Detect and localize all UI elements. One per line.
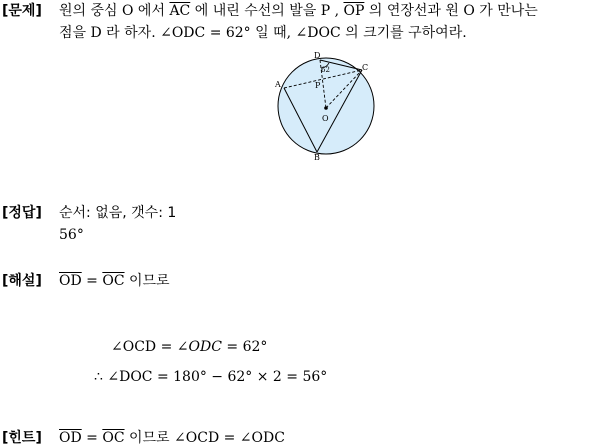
problem-line-1 xyxy=(59,0,538,20)
solution-tag: [해설] xyxy=(2,273,42,289)
answer-tag: [정답] xyxy=(2,205,42,221)
segment-od: $\overline{OD}$ xyxy=(59,273,82,289)
answer-value: 56° xyxy=(59,227,84,243)
solution-eq-sign: = xyxy=(81,273,103,289)
equation-1-mid: ODC xyxy=(188,339,222,355)
label-b: B xyxy=(314,153,320,162)
hint-line xyxy=(59,427,285,447)
hint-segment-od: $\overline{OD}$ xyxy=(59,430,82,446)
circle-figure xyxy=(270,48,380,163)
solution-equation-1 xyxy=(111,339,267,355)
segment-oc: $\overline{OC}$ xyxy=(102,273,125,289)
solution-equation-2: ∴ ∠DOC = 180° − 62° × 2 = 56° xyxy=(94,369,328,385)
equation-1-left: ∠OCD = ∠ xyxy=(111,339,189,355)
answer-meta: 순서: 없음, 갯수: 1 xyxy=(59,205,177,221)
hint-eq-sign: = xyxy=(81,430,103,446)
solution-line xyxy=(59,270,170,290)
problem-text-3: 의 연장선과 원 O 가 만나는 xyxy=(364,3,538,19)
problem-text-1: 원의 중심 O 에서 xyxy=(59,3,170,19)
problem-tag: [문제] xyxy=(2,3,42,19)
segment-ac: $\overline{AC}$ xyxy=(169,3,191,19)
center-point xyxy=(324,106,328,110)
segment-op: $\overline{OP}$ xyxy=(343,3,365,19)
label-a: A xyxy=(275,80,281,89)
label-d: D xyxy=(314,51,321,60)
label-angle: 62 xyxy=(321,66,330,74)
hint-tag: [힌트] xyxy=(2,430,42,446)
solution-text: 이므로 xyxy=(124,273,170,289)
problem-text-2: 에 내린 수선의 발을 P , xyxy=(190,3,344,19)
label-o: O xyxy=(322,114,329,123)
problem-line-2: 점을 D 라 하자. ∠ODC = 62° 일 때, ∠DOC 의 크기를 구하여라. xyxy=(59,25,467,41)
label-p: P xyxy=(315,81,321,90)
hint-text: 이므로 ∠OCD = ∠ODC xyxy=(124,430,285,446)
equation-1-right: = 62° xyxy=(221,339,268,355)
hint-segment-oc: $\overline{OC}$ xyxy=(102,430,125,446)
label-c: C xyxy=(362,63,369,72)
